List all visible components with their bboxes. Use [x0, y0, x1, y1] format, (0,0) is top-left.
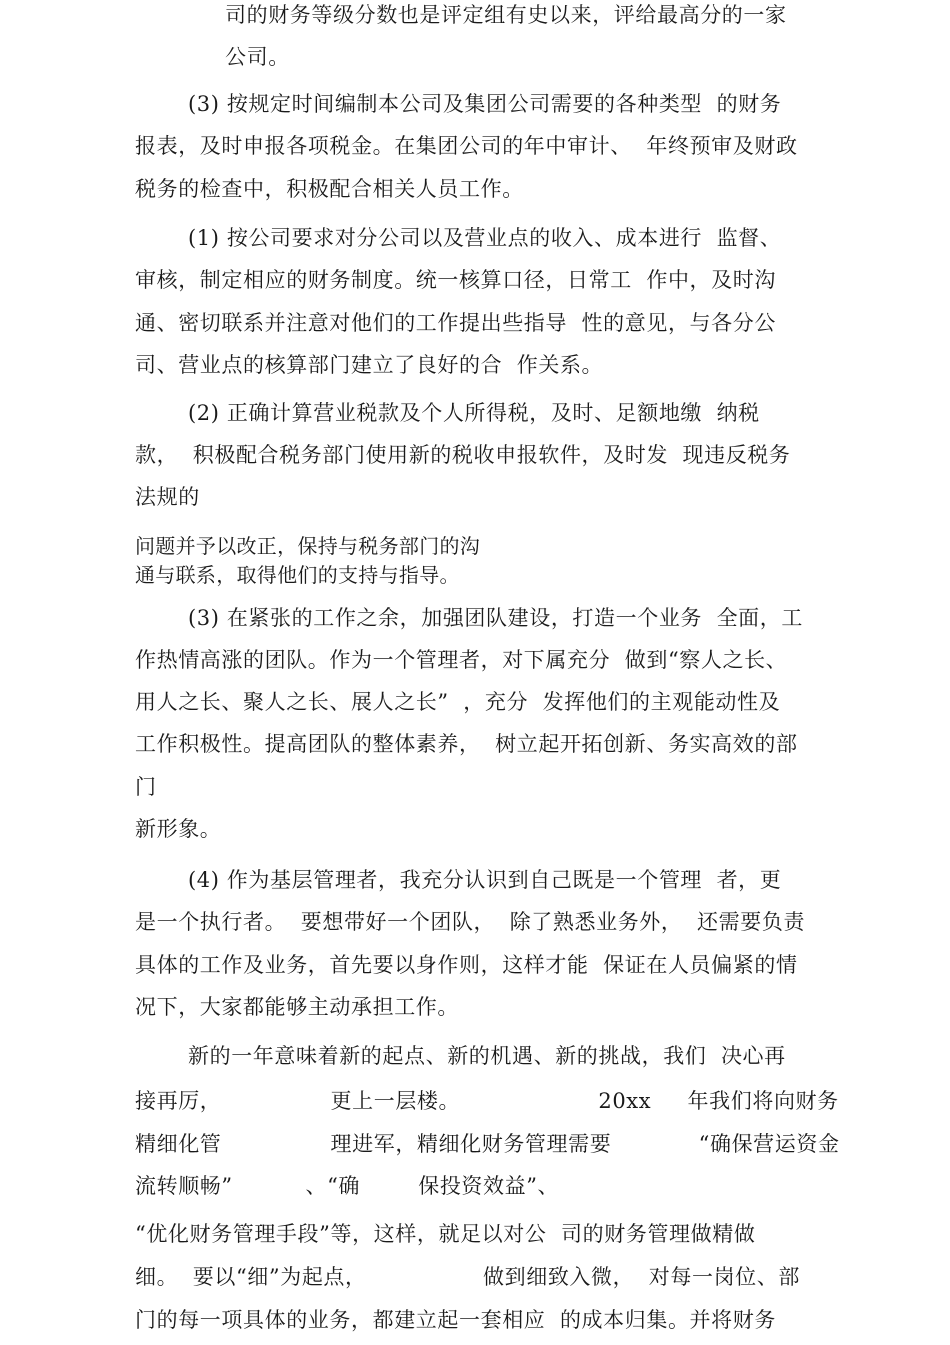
- text-line: 司、营业点的核算部门建立了良好的合 作关系。: [135, 353, 604, 377]
- text-line: 具体的工作及业务，首先要以身作则，这样才能 保证在人员偏紧的情: [135, 953, 798, 977]
- paragraph-line: (3) 按规定时间编制本公司及集团公司需要的各种类型 的财务: [188, 92, 782, 116]
- text-line: 工作积极性。提高团队的整体素养， 树立起开拓创新、务实高效的部: [135, 732, 798, 756]
- text-line: 报表，及时申报各项税金。在集团公司的年中审计、 年终预审及财政: [135, 134, 798, 158]
- text-line: 通、密切联系并注意对他们的工作提出些指导 性的意见，与各分公: [135, 311, 776, 335]
- text-line: 接再厉， 更上一层楼。 20xx 年我们将向财务: [135, 1089, 839, 1113]
- text-line: 法规的: [135, 485, 200, 509]
- text-line: 况下，大家都能够主动承担工作。: [135, 995, 459, 1019]
- text-line: 问题并予以改正，保持与税务部门的沟: [135, 534, 481, 558]
- text-line: 司的财务等级分数也是评定组有史以来，评给最高分的一家: [225, 3, 787, 27]
- text-line: 审核，制定相应的财务制度。统一核算口径，日常工 作中，及时沟: [135, 268, 776, 292]
- text-line: 税务的检查中，积极配合相关人员工作。: [135, 177, 524, 201]
- text-line: 款， 积极配合税务部门使用新的税收申报软件，及时发 现违反税务: [135, 443, 791, 467]
- text-line: 是一个执行者。 要想带好一个团队， 除了熟悉业务外， 还需要负责: [135, 910, 806, 934]
- text-line: 细。 要以“细”为起点， 做到细致入微， 对每一岗位、部: [135, 1265, 800, 1289]
- text-line: 通与联系，取得他们的支持与指导。: [135, 563, 460, 587]
- text-line: 新形象。: [135, 817, 222, 841]
- text-line: “优化财务管理手段”等，这样，就足以对公 司的财务管理做精做: [135, 1222, 756, 1246]
- text-line: 流转顺畅” 、“确 保投资效益”、: [135, 1174, 560, 1198]
- paragraph-line: (4) 作为基层管理者，我充分认识到自己既是一个管理 者，更: [188, 868, 782, 892]
- text-line: 公司。: [225, 45, 290, 69]
- text-line: 用人之长、聚人之长、展人之长” ，充分 发挥他们的主观能动性及: [135, 690, 781, 714]
- text-line: 作热情高涨的团队。作为一个管理者，对下属充分 做到“察人之长、: [135, 648, 788, 672]
- paragraph-line: 新的一年意味着新的起点、新的机遇、新的挑战，我们 决心再: [188, 1044, 786, 1068]
- text-line: 门的每一项具体的业务，都建立起一套相应 的成本归集。并将财务: [135, 1308, 776, 1332]
- paragraph-line: (2) 正确计算营业税款及个人所得税，及时、足额地缴 纳税: [188, 401, 760, 425]
- text-line: 精细化管 理进军，精细化财务管理需要 “确保营运资金: [135, 1132, 840, 1156]
- text-line: 门: [135, 775, 157, 799]
- paragraph-line: (1) 按公司要求对分公司以及营业点的收入、成本进行 监督、: [188, 226, 782, 250]
- paragraph-line: (3) 在紧张的工作之余，加强团队建设，打造一个业务 全面，工: [188, 606, 803, 630]
